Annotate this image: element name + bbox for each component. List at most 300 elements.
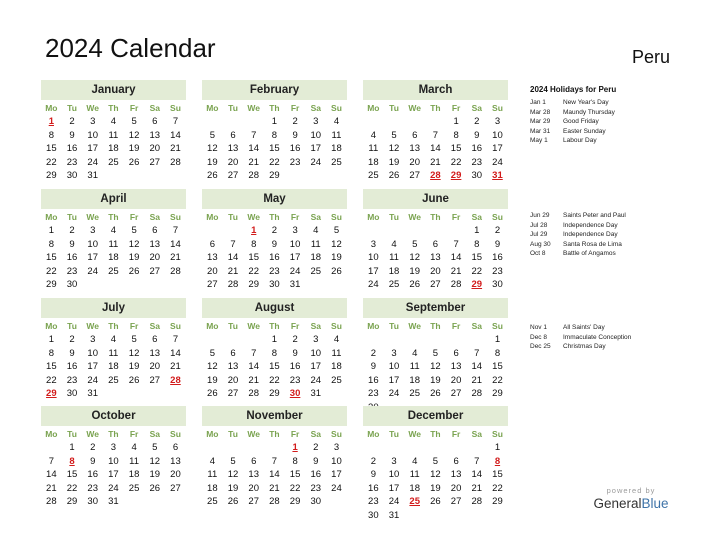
empty-cell bbox=[202, 115, 223, 129]
holiday-date: Nov 1 bbox=[530, 324, 547, 331]
day-cell: 27 bbox=[207, 279, 218, 290]
weekday-label: Sa bbox=[310, 212, 321, 222]
day-cell: 17 bbox=[492, 143, 503, 154]
empty-cell bbox=[425, 115, 446, 129]
month-july bbox=[41, 298, 186, 401]
weekday-label: Mo bbox=[45, 321, 58, 331]
weekday-label: Th bbox=[269, 103, 280, 113]
weekday-label: Tu bbox=[67, 321, 77, 331]
holiday-date: Oct 8 bbox=[530, 250, 546, 257]
day-cell: 11 bbox=[310, 238, 321, 250]
day-cell: 7 bbox=[48, 455, 54, 467]
day-cell: 25 bbox=[310, 265, 322, 277]
day-cell: 25 bbox=[207, 496, 218, 507]
day-cell: 28 bbox=[170, 265, 181, 277]
weekday-label: Mo bbox=[206, 103, 219, 113]
day-cell: 14 bbox=[248, 361, 259, 372]
month-april bbox=[41, 189, 186, 292]
day-cell: 26 bbox=[388, 170, 400, 181]
empty-cell bbox=[41, 441, 62, 455]
day-cell: 8 bbox=[292, 455, 298, 467]
day-cell: 7 bbox=[251, 129, 257, 141]
holiday-name: Saints Peter and Paul bbox=[563, 212, 626, 219]
day-cell: 19 bbox=[388, 156, 400, 168]
day-cell: 9 bbox=[313, 455, 319, 467]
day-cell: 19 bbox=[149, 469, 161, 480]
day-cell: 1 bbox=[453, 116, 459, 127]
day-cell: 17 bbox=[87, 143, 98, 154]
day-cell: 29 bbox=[269, 170, 280, 181]
day-cell: 18 bbox=[331, 361, 342, 372]
weekday-label: Mo bbox=[45, 103, 58, 113]
day-cell: 19 bbox=[128, 252, 140, 263]
day-cell: 5 bbox=[131, 225, 137, 236]
weekday-header bbox=[202, 210, 347, 224]
day-cell: 14 bbox=[450, 252, 462, 263]
holiday-name: All Saints' Day bbox=[563, 324, 605, 331]
holiday-date: Jul 28 bbox=[530, 221, 548, 229]
day-cell: 8 bbox=[271, 347, 278, 359]
day-cell: 17 bbox=[310, 143, 322, 154]
day-cell: 15 bbox=[289, 469, 301, 480]
weekday-label: Sa bbox=[149, 429, 160, 439]
holiday-date: May 1 bbox=[530, 137, 548, 144]
day-cell: 20 bbox=[450, 374, 462, 386]
holiday-date: Mar 28 bbox=[530, 108, 551, 116]
day-cell: 12 bbox=[128, 238, 140, 250]
weekday-label: Mo bbox=[367, 212, 380, 222]
holiday-row bbox=[530, 333, 700, 343]
day-cell: 3 bbox=[90, 116, 96, 127]
day-cell: 10 bbox=[108, 455, 119, 467]
day-cell: 3 bbox=[292, 225, 298, 236]
day-cell: 12 bbox=[207, 143, 218, 154]
empty-cell bbox=[384, 224, 405, 238]
holiday-name: Labour Day bbox=[563, 137, 597, 144]
day-cell: 4 bbox=[131, 442, 137, 453]
weekday-header bbox=[363, 210, 508, 224]
weekday-label: Fr bbox=[290, 212, 300, 222]
day-cell: 12 bbox=[409, 252, 420, 263]
day-cell: 5 bbox=[131, 116, 137, 127]
day-cell: 16 bbox=[289, 143, 301, 154]
day-cell: 23 bbox=[269, 265, 280, 277]
day-cell: 21 bbox=[450, 265, 462, 277]
day-cell: 4 bbox=[110, 334, 117, 345]
empty-cell bbox=[384, 441, 405, 455]
weekday-label: Tu bbox=[67, 103, 77, 113]
weekday-label: Mo bbox=[206, 321, 219, 331]
day-cell: 28 bbox=[248, 170, 259, 181]
day-cell: 24 bbox=[388, 496, 400, 507]
day-cell: 1 bbox=[474, 225, 480, 236]
day-cell: 2 bbox=[69, 225, 75, 236]
day-cell: 12 bbox=[388, 143, 400, 154]
weekday-label: We bbox=[408, 212, 422, 222]
day-cell: 21 bbox=[248, 374, 259, 386]
weekday-label: Mo bbox=[367, 429, 380, 439]
day-cell: 12 bbox=[331, 238, 342, 250]
day-cell: 1 bbox=[271, 116, 278, 127]
day-cell: 30 bbox=[269, 279, 280, 290]
day-cell: 10 bbox=[388, 469, 400, 480]
day-cell: 4 bbox=[333, 116, 340, 127]
day-cell: 17 bbox=[368, 265, 379, 277]
weekday-label: We bbox=[86, 212, 100, 222]
day-cell: 3 bbox=[313, 116, 319, 127]
holiday-day-cell: 1 bbox=[251, 225, 257, 236]
day-grid bbox=[202, 224, 347, 292]
holiday-day-cell: 25 bbox=[409, 496, 420, 507]
day-cell: 31 bbox=[87, 170, 98, 181]
day-cell: 11 bbox=[108, 129, 119, 141]
weekday-label: Fr bbox=[290, 103, 300, 113]
day-grid bbox=[363, 115, 508, 183]
day-cell: 17 bbox=[388, 374, 400, 386]
day-cell: 2 bbox=[474, 116, 480, 127]
day-cell: 9 bbox=[292, 129, 298, 141]
day-cell: 6 bbox=[230, 347, 236, 359]
day-cell: 26 bbox=[128, 374, 140, 386]
day-cell: 4 bbox=[370, 129, 376, 141]
day-cell: 13 bbox=[450, 469, 462, 480]
day-cell: 1 bbox=[271, 334, 278, 345]
day-cell: 12 bbox=[430, 361, 441, 372]
weekday-header bbox=[363, 319, 508, 333]
day-cell: 17 bbox=[388, 482, 400, 494]
weekday-label: Sa bbox=[471, 429, 482, 439]
day-cell: 10 bbox=[368, 252, 379, 263]
day-cell: 2 bbox=[292, 116, 298, 127]
day-cell: 21 bbox=[269, 482, 280, 494]
weekday-label: Th bbox=[108, 212, 119, 222]
day-cell: 8 bbox=[453, 129, 459, 141]
day-cell: 30 bbox=[66, 170, 78, 181]
weekday-label: Tu bbox=[67, 429, 77, 439]
day-cell: 11 bbox=[368, 143, 379, 154]
day-cell: 7 bbox=[271, 455, 278, 467]
day-cell: 30 bbox=[87, 496, 98, 507]
day-cell: 22 bbox=[46, 265, 57, 277]
weekday-label: We bbox=[247, 429, 261, 439]
weekday-label: Su bbox=[331, 321, 342, 331]
day-cell: 16 bbox=[368, 482, 379, 494]
day-cell: 16 bbox=[471, 143, 483, 154]
month-september bbox=[363, 298, 508, 414]
day-cell: 26 bbox=[207, 170, 218, 181]
day-cell: 13 bbox=[149, 129, 161, 141]
empty-cell bbox=[384, 115, 405, 129]
holiday-row bbox=[530, 136, 700, 146]
weekday-label: Tu bbox=[67, 212, 77, 222]
day-cell: 19 bbox=[331, 252, 342, 263]
day-cell: 27 bbox=[227, 388, 239, 399]
day-cell: 11 bbox=[207, 469, 218, 480]
day-cell: 3 bbox=[391, 455, 397, 467]
day-cell: 27 bbox=[450, 388, 462, 399]
day-cell: 5 bbox=[209, 129, 215, 141]
day-cell: 21 bbox=[248, 156, 259, 168]
weekday-label: Su bbox=[170, 321, 181, 331]
day-cell: 6 bbox=[412, 129, 418, 141]
day-cell: 26 bbox=[430, 496, 441, 507]
day-cell: 26 bbox=[227, 496, 239, 507]
month-title: August bbox=[202, 298, 347, 318]
day-cell: 27 bbox=[409, 170, 420, 181]
day-cell: 15 bbox=[269, 361, 280, 372]
weekday-label: Su bbox=[331, 429, 342, 439]
day-cell: 8 bbox=[474, 238, 480, 250]
weekday-label: Sa bbox=[471, 212, 482, 222]
day-cell: 8 bbox=[251, 238, 257, 250]
empty-cell bbox=[404, 441, 425, 455]
day-cell: 1 bbox=[494, 442, 501, 453]
day-cell: 20 bbox=[430, 265, 441, 277]
day-cell: 2 bbox=[292, 334, 298, 345]
empty-cell bbox=[202, 224, 223, 238]
holiday-row bbox=[530, 211, 700, 221]
weekday-label: Th bbox=[269, 212, 280, 222]
day-cell: 26 bbox=[128, 156, 140, 168]
day-cell: 24 bbox=[492, 156, 503, 168]
weekday-label: Sa bbox=[310, 321, 321, 331]
day-cell: 25 bbox=[108, 156, 119, 168]
holiday-day-cell: 8 bbox=[494, 455, 501, 467]
day-cell: 7 bbox=[230, 238, 236, 250]
day-cell: 18 bbox=[207, 482, 218, 494]
weekday-label: Su bbox=[331, 212, 342, 222]
weekday-label: We bbox=[408, 103, 422, 113]
day-cell: 4 bbox=[209, 455, 215, 467]
day-cell: 31 bbox=[310, 388, 322, 399]
day-cell: 19 bbox=[207, 156, 218, 168]
holiday-name: Independence Day bbox=[563, 221, 618, 229]
day-cell: 9 bbox=[90, 455, 96, 467]
brand-name-second: Blue bbox=[641, 496, 669, 511]
day-cell: 22 bbox=[269, 374, 280, 386]
weekday-header bbox=[202, 319, 347, 333]
day-cell: 14 bbox=[248, 143, 259, 154]
day-cell: 17 bbox=[331, 469, 342, 480]
month-title: November bbox=[202, 406, 347, 426]
day-cell: 28 bbox=[248, 388, 259, 399]
day-cell: 23 bbox=[368, 388, 379, 399]
weekday-label: Tu bbox=[228, 429, 238, 439]
day-cell: 6 bbox=[230, 129, 236, 141]
day-cell: 29 bbox=[248, 279, 259, 290]
day-cell: 2 bbox=[370, 347, 376, 359]
day-cell: 4 bbox=[412, 455, 418, 467]
day-cell: 14 bbox=[471, 469, 483, 480]
weekday-label: Su bbox=[492, 321, 503, 331]
day-cell: 15 bbox=[46, 143, 57, 154]
holiday-row bbox=[530, 221, 700, 231]
weekday-label: Fr bbox=[129, 212, 139, 222]
empty-cell bbox=[446, 333, 467, 347]
day-cell: 10 bbox=[331, 455, 342, 467]
holiday-date: Jun 29 bbox=[530, 212, 550, 219]
day-cell: 28 bbox=[46, 496, 57, 507]
empty-cell bbox=[446, 224, 467, 238]
day-cell: 17 bbox=[87, 361, 98, 372]
holiday-day-cell: 28 bbox=[170, 374, 181, 386]
holiday-date: Dec 25 bbox=[530, 343, 551, 350]
day-cell: 17 bbox=[87, 252, 98, 263]
weekday-label: Fr bbox=[290, 321, 300, 331]
month-title: February bbox=[202, 80, 347, 100]
holiday-day-cell: 1 bbox=[292, 442, 298, 453]
holiday-group bbox=[530, 85, 700, 146]
day-cell: 22 bbox=[492, 374, 503, 386]
weekday-label: Tu bbox=[389, 212, 399, 222]
day-cell: 15 bbox=[248, 252, 259, 263]
day-cell: 15 bbox=[492, 361, 503, 372]
day-cell: 14 bbox=[430, 143, 441, 154]
holiday-name: New Year's Day bbox=[563, 99, 609, 106]
day-cell: 2 bbox=[271, 225, 278, 236]
day-cell: 27 bbox=[248, 496, 259, 507]
holiday-row bbox=[530, 117, 700, 127]
day-cell: 7 bbox=[251, 347, 257, 359]
day-cell: 7 bbox=[172, 334, 179, 345]
day-cell: 24 bbox=[310, 374, 322, 386]
empty-cell bbox=[202, 441, 223, 455]
day-cell: 27 bbox=[450, 496, 462, 507]
weekday-label: Tu bbox=[228, 103, 238, 113]
weekday-label: Sa bbox=[471, 103, 482, 113]
day-cell: 21 bbox=[170, 252, 181, 263]
day-cell: 30 bbox=[66, 388, 78, 399]
day-cell: 4 bbox=[333, 334, 340, 345]
powered-by-text: powered by bbox=[606, 486, 656, 495]
day-cell: 6 bbox=[152, 334, 158, 345]
day-cell: 26 bbox=[128, 265, 140, 277]
weekday-header bbox=[363, 101, 508, 115]
weekday-label: Th bbox=[430, 103, 441, 113]
day-cell: 11 bbox=[331, 347, 342, 359]
holiday-group bbox=[530, 323, 700, 352]
weekday-label: Fr bbox=[129, 429, 139, 439]
weekday-label: Su bbox=[492, 103, 503, 113]
day-cell: 19 bbox=[430, 374, 441, 386]
day-grid bbox=[41, 333, 186, 401]
day-cell: 19 bbox=[128, 361, 140, 372]
day-cell: 19 bbox=[227, 482, 239, 494]
day-cell: 18 bbox=[310, 252, 322, 263]
weekday-header bbox=[41, 319, 186, 333]
day-cell: 15 bbox=[46, 361, 57, 372]
day-cell: 13 bbox=[149, 347, 161, 359]
day-cell: 29 bbox=[46, 170, 57, 181]
weekday-label: Mo bbox=[367, 103, 380, 113]
empty-cell bbox=[202, 333, 223, 347]
day-cell: 13 bbox=[227, 361, 239, 372]
weekday-label: Th bbox=[108, 321, 119, 331]
day-cell: 30 bbox=[66, 279, 78, 290]
day-cell: 5 bbox=[152, 442, 158, 453]
day-cell: 12 bbox=[149, 455, 161, 467]
weekday-label: Th bbox=[108, 103, 119, 113]
day-cell: 24 bbox=[289, 265, 301, 277]
day-cell: 24 bbox=[368, 279, 379, 290]
holiday-name: Christmas Day bbox=[563, 343, 606, 350]
empty-cell bbox=[425, 333, 446, 347]
holiday-date: Mar 31 bbox=[530, 127, 551, 135]
day-cell: 20 bbox=[227, 156, 239, 168]
day-cell: 10 bbox=[310, 347, 322, 359]
empty-cell bbox=[223, 224, 244, 238]
day-cell: 6 bbox=[453, 347, 459, 359]
weekday-label: Fr bbox=[451, 103, 461, 113]
day-cell: 22 bbox=[471, 265, 483, 277]
empty-cell bbox=[363, 441, 384, 455]
day-cell: 7 bbox=[172, 225, 179, 236]
day-cell: 10 bbox=[87, 347, 98, 359]
day-cell: 6 bbox=[209, 238, 215, 250]
empty-cell bbox=[243, 333, 264, 347]
weekday-header bbox=[41, 101, 186, 115]
day-cell: 11 bbox=[331, 129, 342, 141]
day-cell: 13 bbox=[409, 143, 420, 154]
empty-cell bbox=[425, 224, 446, 238]
day-cell: 5 bbox=[412, 238, 418, 250]
day-cell: 7 bbox=[172, 116, 179, 127]
empty-cell bbox=[223, 115, 244, 129]
day-cell: 27 bbox=[149, 156, 161, 168]
holiday-date: Jul 29 bbox=[530, 231, 548, 238]
empty-cell bbox=[243, 441, 264, 455]
day-cell: 23 bbox=[310, 482, 322, 494]
day-cell: 25 bbox=[108, 265, 119, 277]
day-cell: 20 bbox=[227, 374, 239, 386]
day-cell: 31 bbox=[87, 388, 98, 399]
holiday-day-cell: 28 bbox=[430, 170, 441, 181]
weekday-label: Sa bbox=[471, 321, 482, 331]
day-cell: 22 bbox=[269, 156, 280, 168]
day-cell: 24 bbox=[108, 482, 119, 494]
day-cell: 21 bbox=[46, 482, 57, 494]
day-cell: 13 bbox=[207, 252, 218, 263]
day-cell: 2 bbox=[69, 116, 75, 127]
day-cell: 25 bbox=[331, 156, 342, 168]
empty-cell bbox=[404, 224, 425, 238]
day-cell: 25 bbox=[388, 279, 400, 290]
day-cell: 19 bbox=[128, 143, 140, 154]
day-cell: 13 bbox=[430, 252, 441, 263]
day-grid bbox=[41, 441, 186, 509]
day-cell: 10 bbox=[289, 238, 301, 250]
day-cell: 30 bbox=[368, 509, 379, 521]
holiday-day-cell: 8 bbox=[69, 455, 75, 467]
holiday-row bbox=[530, 230, 700, 240]
day-cell: 21 bbox=[430, 156, 441, 168]
day-cell: 23 bbox=[66, 265, 78, 277]
day-cell: 10 bbox=[87, 238, 98, 250]
holiday-row bbox=[530, 323, 700, 333]
month-august bbox=[202, 298, 347, 401]
day-cell: 10 bbox=[388, 361, 400, 372]
weekday-label: Fr bbox=[451, 321, 461, 331]
day-cell: 29 bbox=[289, 496, 301, 507]
day-cell: 3 bbox=[494, 116, 501, 127]
month-title: October bbox=[41, 406, 186, 426]
empty-cell bbox=[425, 441, 446, 455]
day-cell: 9 bbox=[494, 238, 501, 250]
holiday-date: Aug 30 bbox=[530, 240, 551, 248]
month-february bbox=[202, 80, 347, 183]
day-cell: 24 bbox=[310, 156, 322, 168]
day-cell: 29 bbox=[492, 496, 503, 507]
